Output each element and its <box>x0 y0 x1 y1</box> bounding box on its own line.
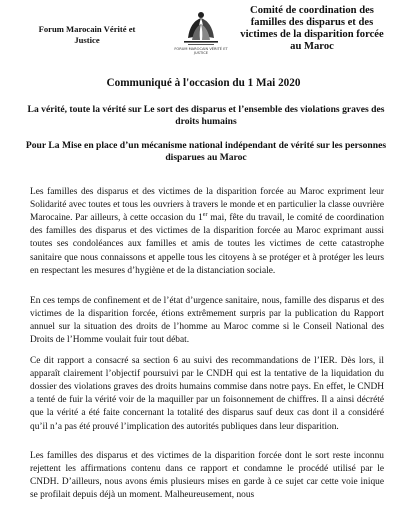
ordinal-superscript: er <box>202 212 208 219</box>
organization-name-right: Comité de coordination des familles des disparus et des victimes de la disparition forcée au Maroc <box>240 5 384 53</box>
organization-logo <box>168 8 234 56</box>
paragraph-2: En ces temps de confinement et de l’état d’urgence sanitaire, nous, famille des disparus et des victimes de la disparition forcée, étions extrêmement surpris par la publication du Rapport annuel sur la situation des droits de l’homme au Maroc comme si le Conseil National des Droits de l’Homme voulait fuir tout débat. <box>30 296 384 346</box>
paragraph-1 <box>30 186 384 278</box>
logo-caption: FORUM MAROCAIN VÉRITÉ ET JUSTICE <box>174 47 228 55</box>
organization-name-left: Forum Marocain Vérité et Justice <box>38 24 136 45</box>
document-subtitle: La vérité, toute la vérité sur Le sort des disparus et l’ensemble des violations graves des droits humains <box>27 104 385 127</box>
paragraph-3: Ce dit rapport a consacré sa section 6 au suivi des recommandations de l’IER. Dès lors, il apparaît clairement l’objectif poursuivi par le CNDH qui est la tentative de la liquidation du dossier des violations graves des droits humains commise dans notre pays. En effet, le CNDH a tenté de fuir la vérité voir de la maquiller par un foisonnement de chiffres. Il a ainsi décrété que la vérité a été faite concernant la totalité des disparus sauf deux cas dont il a considéré qu’il n’a pas été prouvé l’implication des autorités publiques dans leur disparition. <box>30 356 384 432</box>
paragraph-1-text-a: Les familles des disparus et des victimes de la disparition forcée au Maroc expriment leur Solidarité avec toutes et tous les ouvriers à travers le monde et en particulier la classe ouvrière Marocaine. Par ailleurs, à cette occasion du 1 <box>30 187 384 224</box>
document-subtitle-secondary: Pour La Mise en place d’un mécanisme national indépendant de vérité sur les personnes disparues au Maroc <box>25 140 387 163</box>
document-title: Communiqué à l'occasion du 1 Mai 2020 <box>106 77 301 89</box>
paragraph-4: Les familles des disparus et des victimes de la disparition forcée dont le sort reste inconnu rejettent les affirmations contenu dans ce rapport et condamne le procédé utilisé par le CNDH. D’ailleurs, nous avons émis plusieurs mises en garde à ce sujet car cette voie inique se profilait depuis déjà un moment. Malheureusement, nous <box>30 451 384 501</box>
paragraph-1-text-b: mai, fête du travail, le comité de coordination des familles des disparus et des victimes de la disparition forcée au Maroc exprimant aussi toutes ses condoléances aux familles et amis de toutes les victimes de cette catastrophe sanitaire que nous connaissons et appelle tous les citoyens à se protéger et à protéger les leurs en respectant les mesures d’hygiène et de la distanciation sociale. <box>30 213 385 276</box>
logo-emblem-icon <box>168 8 234 50</box>
